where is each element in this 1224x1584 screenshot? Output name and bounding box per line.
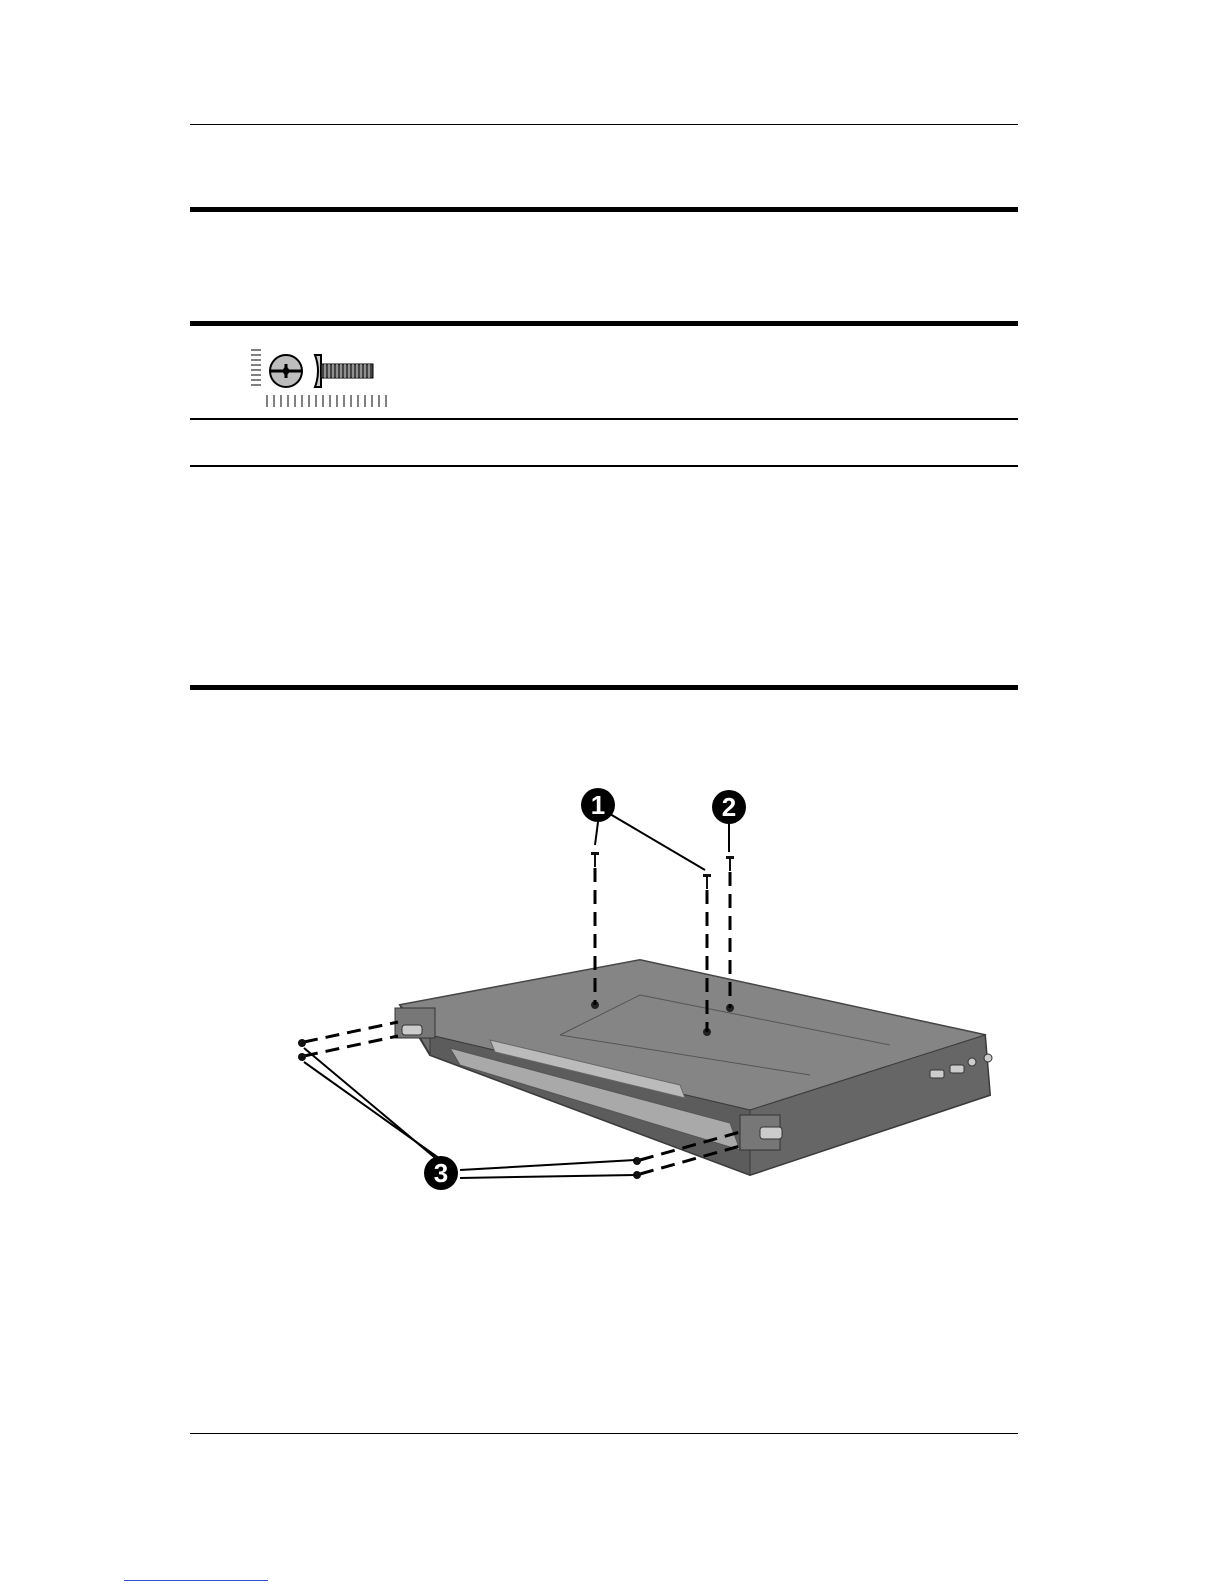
table-rule-middle [190,418,1018,420]
svg-text:3: 3 [433,1158,449,1188]
left-screws [298,1039,306,1061]
callout-3 [424,1156,458,1190]
screw-guide-lines-left [304,1022,398,1056]
top-screws [591,852,734,889]
svg-text:2: 2 [721,792,737,822]
laptop-body [395,960,992,1175]
footer-rule [190,1433,1018,1434]
section-rule-top [190,207,1018,212]
laptop-bottom-illustration [290,780,1010,1210]
table-rule-bottom [190,465,1018,467]
table-rule-top [190,321,1018,326]
screw-scale-horizontal [267,395,386,407]
callout-2 [712,790,746,824]
header-rule [190,124,1018,125]
screw-head-icon [270,355,302,387]
section-rule-lower [190,685,1018,690]
footer-link-underline[interactable] [124,1580,268,1581]
screw-side-icon [315,355,373,387]
svg-text:1: 1 [590,790,606,820]
screw-scale-vertical [251,350,261,385]
screw-illustration [245,345,395,410]
callout-1 [581,788,615,822]
